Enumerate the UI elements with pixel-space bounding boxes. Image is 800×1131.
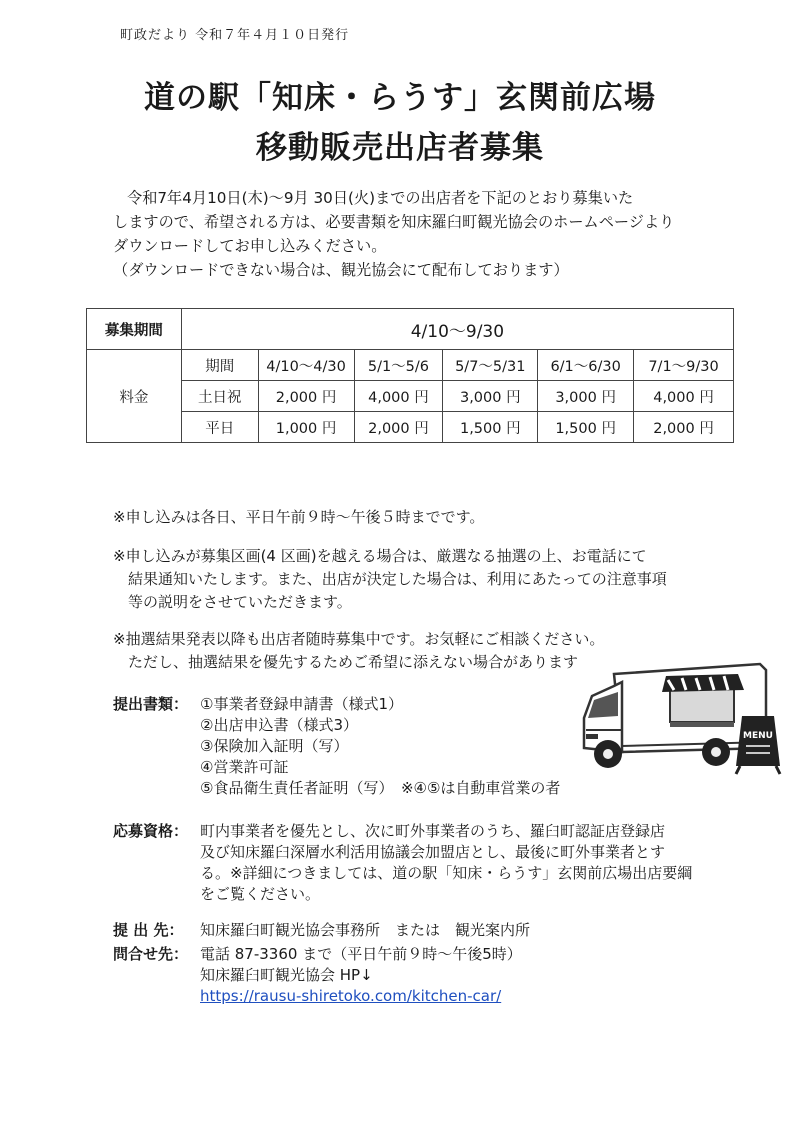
weekday-fee-cell: 1,000 円 [258, 412, 354, 443]
page-title-line1: 道の駅「知床・らうす」玄関前広場 [144, 80, 656, 116]
document-item: ⑤食品衛生責任者証明（写） ※④⑤は自動車営業の者 [200, 779, 561, 797]
weekday-fee-cell: 2,000 円 [354, 412, 443, 443]
eligibility-line: をご覧ください。 [200, 885, 321, 903]
period-label: 募集期間 [87, 309, 182, 350]
term-label: 期間 [181, 350, 258, 381]
weekday-fee-cell: 2,000 円 [634, 412, 734, 443]
documents-label: 提出書類： [113, 695, 189, 713]
menu-sign-text: MENU [743, 731, 773, 741]
document-item: ③保険加入証明（写） [200, 737, 349, 755]
note-hours [113, 506, 484, 529]
weekday-fee-cell: 1,500 円 [443, 412, 538, 443]
weekend-fee-cell: 4,000 円 [634, 381, 734, 412]
document-item: ②出店申込書（様式3） [200, 716, 358, 734]
issue-line: 町政だより 令和７年４月１０日発行 [120, 28, 350, 43]
weekend-fee-cell: 3,000 円 [443, 381, 538, 412]
note-ongoing [113, 628, 604, 674]
weekend-label: 土日祝 [181, 381, 258, 412]
weekday-fee-cell: 1,500 円 [538, 412, 634, 443]
intro-line: しますので、希望される方は、必要書類を知床羅臼町観光協会のホームページより [113, 213, 675, 231]
eligibility-text [200, 821, 692, 905]
weekday-label: 平日 [181, 412, 258, 443]
note-line: ※抽選結果発表以降も出店者随時募集中です。お気軽にご相談ください。 [113, 630, 605, 648]
document-item: ④営業許可証 [200, 758, 289, 776]
term-cell: 6/1～6/30 [538, 350, 634, 381]
weekend-fee-cell: 2,000 円 [258, 381, 354, 412]
submit-label: 提 出 先： [113, 921, 184, 939]
term-cell: 5/7～5/31 [443, 350, 538, 381]
note-line: 結果通知いたします。また、出店が決定した場合は、利用にあたっての注意事項 [113, 570, 667, 588]
fee-label: 料金 [87, 350, 182, 443]
note-line: ただし、抽選結果を優先するためご希望に添えない場合があります [113, 653, 579, 671]
food-truck-icon [578, 656, 783, 776]
note-lottery [113, 545, 667, 614]
submit-value: 知床羅臼町観光協会事務所 または 観光案内所 [200, 921, 531, 939]
contact-body [200, 944, 522, 1007]
term-cell: 4/10～4/30 [258, 350, 354, 381]
term-cell: 5/1～5/6 [354, 350, 443, 381]
eligibility-line: 町内事業者を優先とし、次に町外事業者のうち、羅臼町認証店登録店 [200, 822, 666, 840]
eligibility-line: 及び知床羅臼深層水利活用協議会加盟店とし、最後に町外事業者とす [200, 843, 666, 861]
weekend-fee-cell: 4,000 円 [354, 381, 443, 412]
documents-list [200, 694, 560, 799]
contact-phone: 電話 87-3360 まで（平日午前９時～午後5時） [200, 945, 522, 963]
note-line: 等の説明をさせていただきます。 [113, 593, 352, 611]
weekend-fee-cell: 3,000 円 [538, 381, 634, 412]
intro-line: 令和7年4月10日(木)～9月 30日(火)までの出店者を下記のとおり募集いた [127, 189, 634, 207]
contact-label: 問合せ先： [113, 945, 189, 963]
note-line: ※申し込みが募集区画(4 区画)を越える場合は、厳選なる抽選の上、お電話にて [113, 547, 647, 565]
intro-line: （ダウンロードできない場合は、観光協会にて配布しております） [113, 261, 569, 279]
document-item: ①事業者登録申請書（様式1） [200, 695, 403, 713]
eligibility-line: る。※詳細につきましては、道の駅「知床・らうす」玄関前広場出店要綱 [200, 864, 693, 882]
term-cell: 7/1～9/30 [634, 350, 734, 381]
intro-paragraph [113, 186, 713, 282]
hp-label: 知床羅臼町観光協会 HP↓ [200, 966, 373, 984]
homepage-link[interactable]: https://rausu-shiretoko.com/kitchen-car/ [200, 987, 502, 1005]
note-line: ※申し込みは各日、平日午前９時～午後５時までです。 [113, 508, 485, 526]
eligibility-label: 応募資格： [113, 822, 189, 840]
page-title-line2: 移動販売出店者募集 [256, 130, 544, 166]
intro-line: ダウンロードしてお申し込みください。 [113, 237, 387, 255]
period-value: 4/10～9/30 [181, 309, 733, 350]
fee-table [86, 308, 734, 443]
